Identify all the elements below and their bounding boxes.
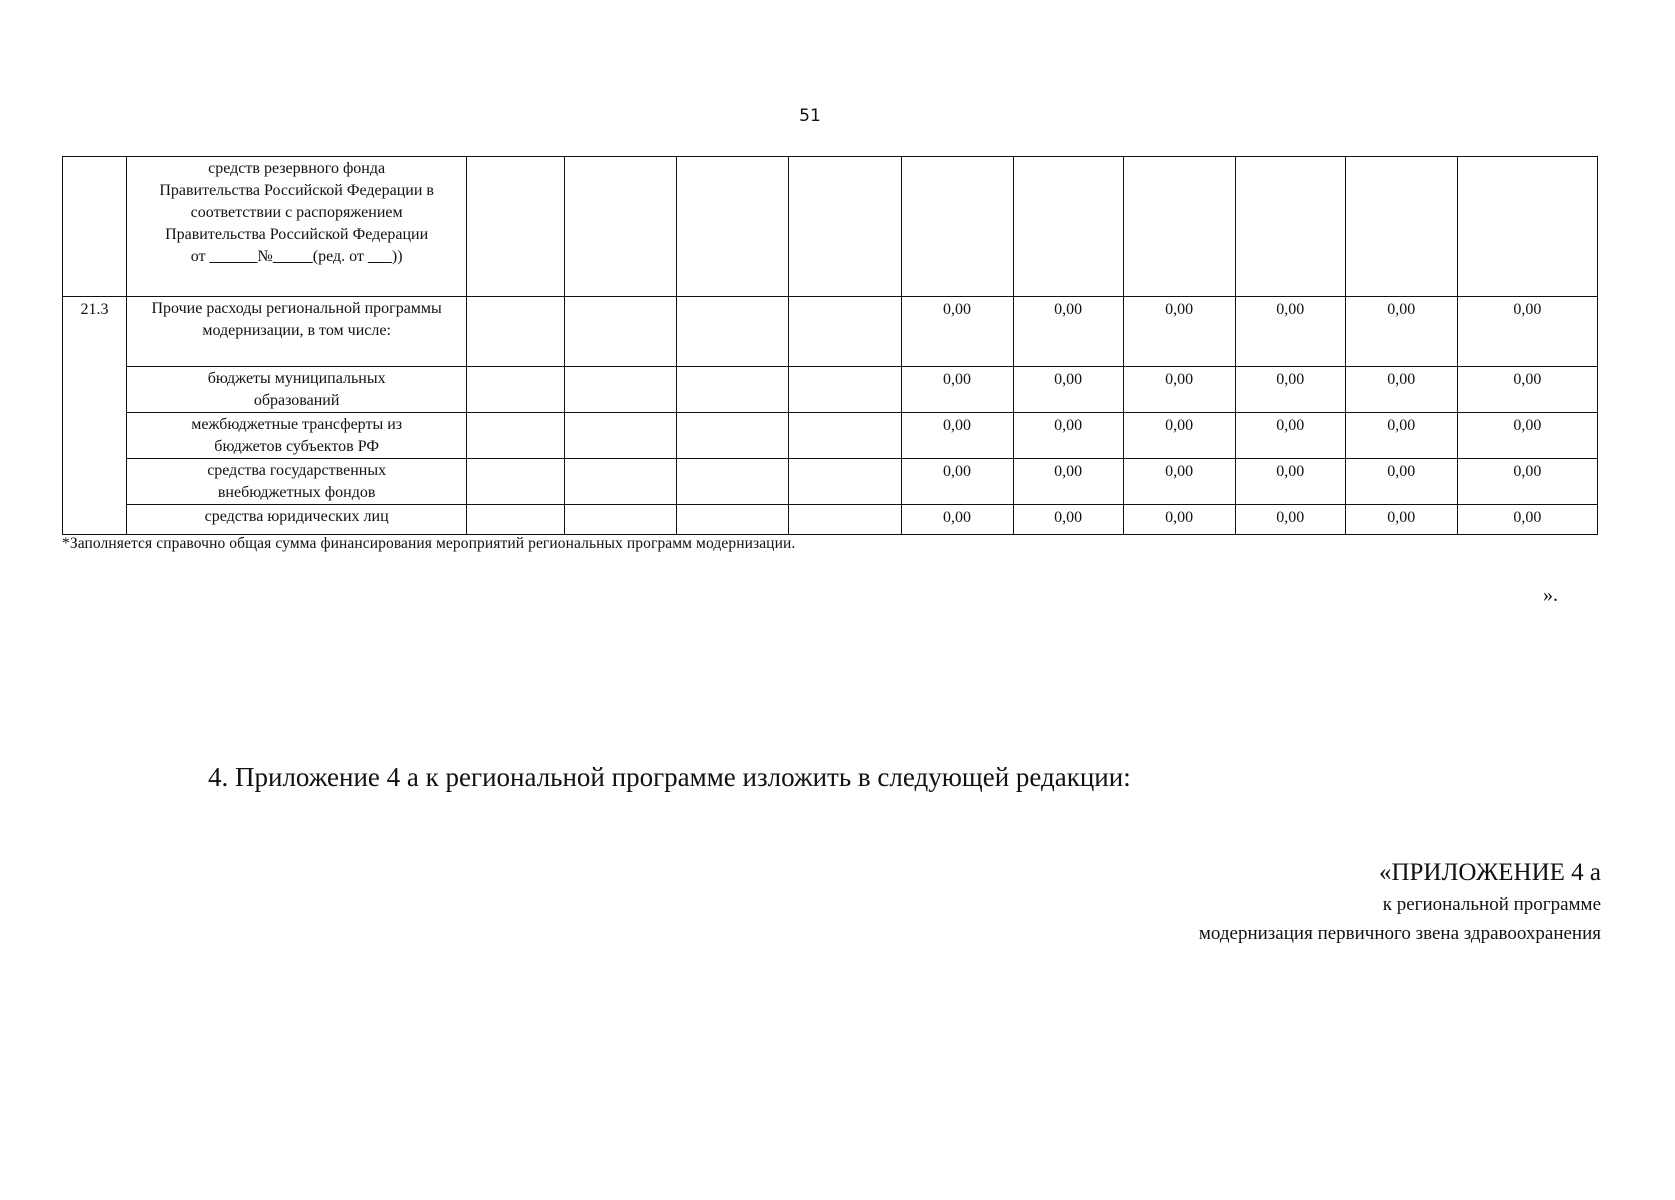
row-name: бюджеты муниципальных образований [127, 367, 467, 413]
blank-revision [368, 248, 392, 265]
row-name-text: средств резервного фонда Правительства Российской Федерации в соответствии с распоряжением Правительства Российской Федерации от № (ред. от )) [159, 160, 434, 265]
value-cell [677, 459, 789, 505]
value-cell: 0,00 [901, 297, 1013, 367]
value-cell [789, 157, 901, 297]
value-cell: 0,00 [901, 505, 1013, 535]
value-cell: 0,00 [1013, 505, 1123, 535]
value-cell [789, 413, 901, 459]
value-cell: 0,00 [1345, 367, 1457, 413]
value-cell: 0,00 [1457, 297, 1597, 367]
value-cell [467, 367, 565, 413]
appendix-line-1: к региональной программе [1382, 894, 1601, 915]
value-cell [565, 367, 677, 413]
blank-date [210, 248, 258, 265]
appendix-header [1199, 856, 1601, 948]
table-row [63, 157, 1598, 297]
row-name: межбюджетные трансферты из бюджетов субъектов РФ [127, 413, 467, 459]
value-cell: 0,00 [901, 459, 1013, 505]
value-cell: 0,00 [901, 367, 1013, 413]
section-heading: 4. Приложение 4 а к региональной программе изложить в следующей редакции: [208, 762, 1131, 792]
appendix-line-2: модернизация первичного звена здравоохранения [1198, 923, 1601, 944]
value-cell: 0,00 [1013, 459, 1123, 505]
value-cell: 0,00 [1235, 459, 1345, 505]
value-cell [901, 157, 1013, 297]
value-cell [789, 459, 901, 505]
value-cell: 0,00 [1345, 505, 1457, 535]
value-cell [789, 367, 901, 413]
value-cell: 0,00 [1345, 297, 1457, 367]
value-cell: 0,00 [1123, 505, 1235, 535]
value-cell [565, 459, 677, 505]
row-name: средства юридических лиц [127, 505, 467, 535]
value-cell: 0,00 [1123, 413, 1235, 459]
value-cell [1235, 157, 1345, 297]
value-cell [467, 505, 565, 535]
value-cell [467, 413, 565, 459]
table-row [63, 459, 1598, 505]
value-cell: 0,00 [1013, 297, 1123, 367]
value-cell [467, 297, 565, 367]
value-cell: 0,00 [1123, 459, 1235, 505]
value-cell [565, 505, 677, 535]
page-number: 51 [799, 106, 821, 126]
value-cell: 0,00 [901, 413, 1013, 459]
value-cell: 0,00 [1345, 413, 1457, 459]
value-cell [565, 297, 677, 367]
value-cell: 0,00 [1345, 459, 1457, 505]
row-name [127, 157, 467, 297]
value-cell: 0,00 [1235, 367, 1345, 413]
table-row [63, 297, 1598, 367]
row-number [63, 157, 127, 297]
table-row [63, 367, 1598, 413]
value-cell [1345, 157, 1457, 297]
value-cell: 0,00 [1457, 413, 1597, 459]
value-cell [677, 413, 789, 459]
value-cell: 0,00 [1235, 297, 1345, 367]
blank-number [273, 248, 313, 265]
closing-quote: ». [1543, 584, 1558, 606]
value-cell: 0,00 [1457, 459, 1597, 505]
value-cell [677, 297, 789, 367]
value-cell [1123, 157, 1235, 297]
value-cell [677, 157, 789, 297]
value-cell [1013, 157, 1123, 297]
value-cell [677, 505, 789, 535]
value-cell [677, 367, 789, 413]
row-name: Прочие расходы региональной программы модернизации, в том числе: [127, 297, 467, 367]
value-cell [1457, 157, 1597, 297]
value-cell [467, 157, 565, 297]
row-name: средства государственных внебюджетных фондов [127, 459, 467, 505]
value-cell: 0,00 [1013, 413, 1123, 459]
value-cell [467, 459, 565, 505]
value-cell: 0,00 [1123, 367, 1235, 413]
value-cell: 0,00 [1235, 413, 1345, 459]
value-cell [789, 297, 901, 367]
value-cell: 0,00 [1013, 367, 1123, 413]
value-cell: 0,00 [1123, 297, 1235, 367]
value-cell [789, 505, 901, 535]
value-cell [565, 413, 677, 459]
footnote: *Заполняется справочно общая сумма финансирования мероприятий региональных программ модернизации. [62, 535, 796, 552]
table-row [63, 413, 1598, 459]
appendix-title: «ПРИЛОЖЕНИЕ 4 а [1378, 859, 1601, 886]
value-cell [565, 157, 677, 297]
table-row [63, 505, 1598, 535]
row-number: 21.3 [63, 297, 127, 535]
value-cell: 0,00 [1457, 505, 1597, 535]
value-cell: 0,00 [1235, 505, 1345, 535]
financing-table [62, 156, 1598, 535]
value-cell: 0,00 [1457, 367, 1597, 413]
